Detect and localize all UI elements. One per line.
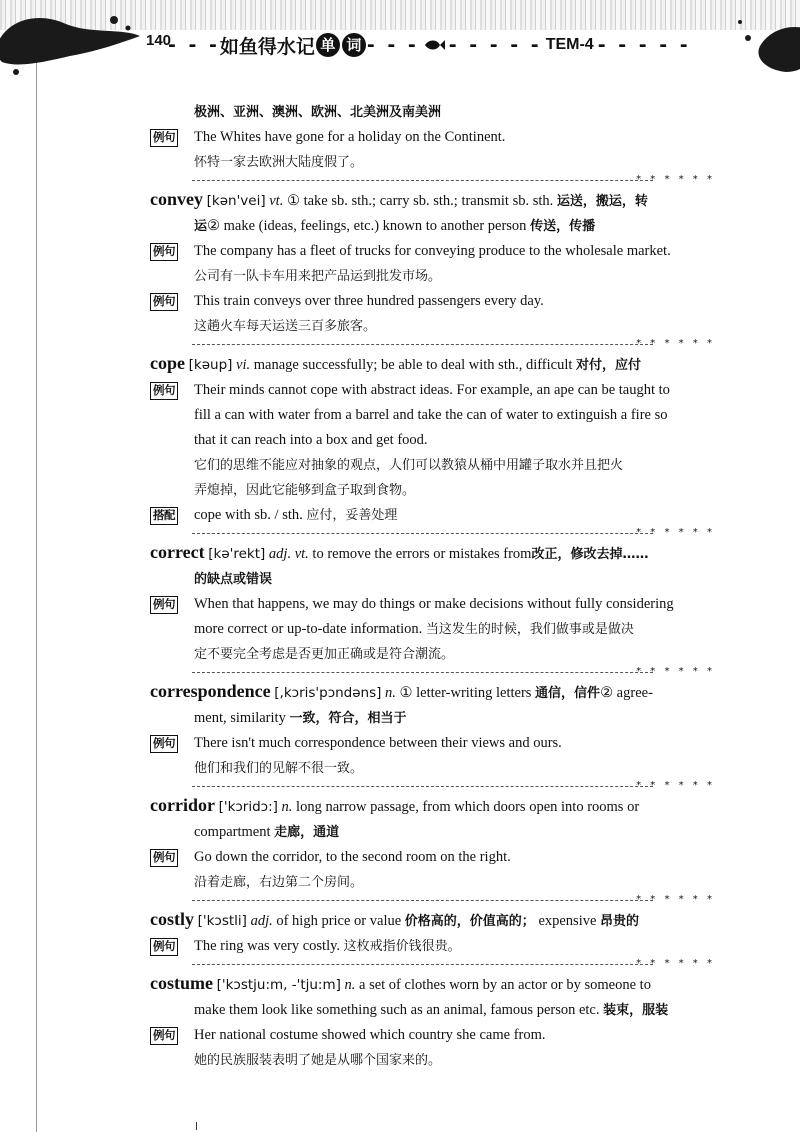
example-translation: 他们和我们的见解不很一致。 — [194, 761, 364, 776]
phonetic: [kə'rekt] — [208, 546, 266, 562]
entry-separator — [150, 781, 715, 793]
part-of-speech: vt. — [269, 193, 284, 209]
example-line: 例句 Their minds cannot cope with abstract ideas. For example, an ape can be taught to — [150, 378, 715, 403]
example-line: 例句 The Whites have gone for a holiday on the Continent. — [150, 125, 715, 150]
entry-header-correspondence: correspondence [,kɔris'pɔndəns] n. ① letter-writing letters 通信，信件② agree- — [150, 681, 653, 701]
part-of-speech: adj. — [250, 913, 273, 929]
entry-separator — [150, 175, 715, 187]
part-of-speech: n. — [385, 685, 396, 701]
title-circle-char: 词 — [342, 33, 366, 57]
example-tag: 例句 — [150, 382, 178, 400]
example-line: 例句 Her national costume showed which country she came from. — [150, 1023, 715, 1048]
page-number: 140 — [146, 32, 172, 49]
entry-separator — [150, 895, 715, 907]
headword: correct — [150, 542, 205, 562]
header-dash: - - - — [168, 34, 220, 56]
part-of-speech: n. — [281, 799, 293, 815]
entry-header-costume: costume ['kɔstju:m, -'tju:m] n. a set of clothes worn by an actor or by someone to — [150, 973, 651, 993]
collocation-tag: 搭配 — [150, 507, 178, 525]
separator-stars: * * * * * * — [636, 338, 715, 349]
phonetic: [,kɔris'pɔndəns] — [274, 685, 382, 701]
phonetic: ['kɔridɔ:] — [218, 799, 278, 815]
definition-line: compartment 走廊，通道 — [194, 824, 340, 840]
example-translation: 它们的思维不能应对抽象的观点，人们可以教猿从桶中用罐子取水并且把火 — [194, 458, 624, 473]
example-line: 例句 The ring was very costly. 这枚戒指价钱很贵。 — [150, 934, 715, 959]
example-tag: 例句 — [150, 1027, 178, 1045]
example-tag: 例句 — [150, 293, 178, 311]
bottom-tick-mark — [196, 1122, 197, 1130]
headword: cope — [150, 353, 185, 373]
page-header — [0, 0, 800, 92]
example-translation: 公司有一队卡车用来把产品运到批发市场。 — [194, 269, 442, 284]
example-translation: 沿着走廊，右边第二个房间。 — [194, 875, 364, 890]
entry-header-costly: costly ['kɔstli] adj. of high price or value 价格高的，价值高的； expensive 昂贵的 — [150, 909, 640, 929]
example-line: 例句 Go down the corridor, to the second room on the right. — [150, 845, 715, 870]
example-line: 例句 The company has a fleet of trucks for conveying produce to the wholesale market. — [150, 239, 715, 264]
separator-stars: * * * * * * — [636, 666, 715, 677]
example-line-continued: more correct or up-to-date information. 当这发生的时候，我们做事或是做决 — [194, 621, 634, 637]
phonetic: ['kɔstju:m, -'tju:m] — [216, 977, 341, 993]
example-tag: 例句 — [150, 938, 178, 956]
entry-header-convey: convey [kən'vei] vt. ① take sb. sth.; carry sb. sth.; transmit sb. sth. 运送，搬运，转 — [150, 189, 648, 209]
definition-line: 的缺点或错误 — [194, 572, 273, 587]
collocation-line: 搭配 cope with sb. / sth. 应付，妥善处理 — [150, 503, 715, 528]
example-tag: 例句 — [150, 129, 178, 147]
separator-stars: * * * * * * — [636, 174, 715, 185]
fish-icon — [423, 37, 445, 53]
ink-splash-left-icon — [0, 6, 144, 76]
example-tag: 例句 — [150, 735, 178, 753]
entry-separator — [150, 528, 715, 540]
phonetic: [kəup] — [188, 357, 233, 373]
phonetic: [kən'vei] — [206, 193, 266, 209]
part-of-speech: vi. — [236, 357, 251, 373]
headword: costume — [150, 973, 213, 993]
header-dash: - - - — [366, 34, 419, 56]
entry-separator — [150, 339, 715, 351]
part-of-speech: adj. vt. — [268, 546, 309, 562]
example-tag: 例句 — [150, 243, 178, 261]
headword: correspondence — [150, 681, 271, 701]
headword: corridor — [150, 795, 215, 815]
example-translation: 她的民族服装表明了她是从哪个国家来的。 — [194, 1053, 442, 1068]
header-dash: - - - - - — [597, 34, 691, 56]
phonetic: ['kɔstli] — [197, 913, 247, 929]
left-margin-rule — [36, 60, 37, 1132]
book-title: 如鱼得水记 — [219, 35, 315, 58]
example-translation: 定不要完全考虑是否更加正确或是符合潮流。 — [194, 647, 455, 662]
definition-line: 极洲、亚洲、澳洲、欧洲、北美洲及南美洲 — [194, 105, 442, 120]
definition-line: ment, similarity 一致，符合，相当于 — [194, 710, 407, 726]
example-line: 例句 When that happens, we may do things or make decisions without fully considering — [150, 592, 715, 617]
entry-separator — [150, 959, 715, 971]
separator-stars: * * * * * * — [636, 780, 715, 791]
header-dash: - - - - - — [448, 34, 542, 56]
title-circle-char: 单 — [316, 33, 340, 57]
header-title-strip — [168, 30, 768, 60]
exam-label: TEM-4 — [545, 36, 594, 53]
separator-stars: * * * * * * — [636, 958, 715, 969]
page-content — [150, 100, 715, 1073]
headword: convey — [150, 189, 203, 209]
example-translation: 怀特一家去欧洲大陆度假了。 — [194, 155, 364, 170]
headword: costly — [150, 909, 194, 929]
separator-stars: * * * * * * — [636, 894, 715, 905]
example-translation: 这趟火车每天运送三百多旅客。 — [194, 319, 377, 334]
example-line: 例句 This train conveys over three hundred passengers every day. — [150, 289, 715, 314]
entry-header-cope: cope [kəup] vi. manage successfully; be able to deal with sth., difficult 对付，应付 — [150, 353, 642, 373]
definition-line: 运② make (ideas, feelings, etc.) known to another person 传送，传播 — [194, 218, 596, 234]
example-translation: 弄熄掉，因此它能够到盒子取到食物。 — [194, 483, 416, 498]
example-line: 例句 There isn't much correspondence between their views and ours. — [150, 731, 715, 756]
example-line-continued: fill a can with water from a barrel and take the can of water to extinguish a fire so — [194, 407, 668, 423]
example-line-continued: that it can reach into a box and get food. — [194, 432, 428, 448]
part-of-speech: n. — [344, 977, 356, 993]
entry-header-corridor: corridor ['kɔridɔ:] n. long narrow passage, from which doors open into rooms or — [150, 795, 640, 815]
separator-stars: * * * * * * — [636, 527, 715, 538]
entry-header-correct: correct [kə'rekt] adj. vt. to remove the errors or mistakes from改正，修改去掉…… — [150, 542, 649, 562]
definition-line: make them look like something such as an animal, famous person etc. 装束，服装 — [194, 1002, 669, 1018]
entry-separator — [150, 667, 715, 679]
example-tag: 例句 — [150, 849, 178, 867]
example-tag: 例句 — [150, 596, 178, 614]
